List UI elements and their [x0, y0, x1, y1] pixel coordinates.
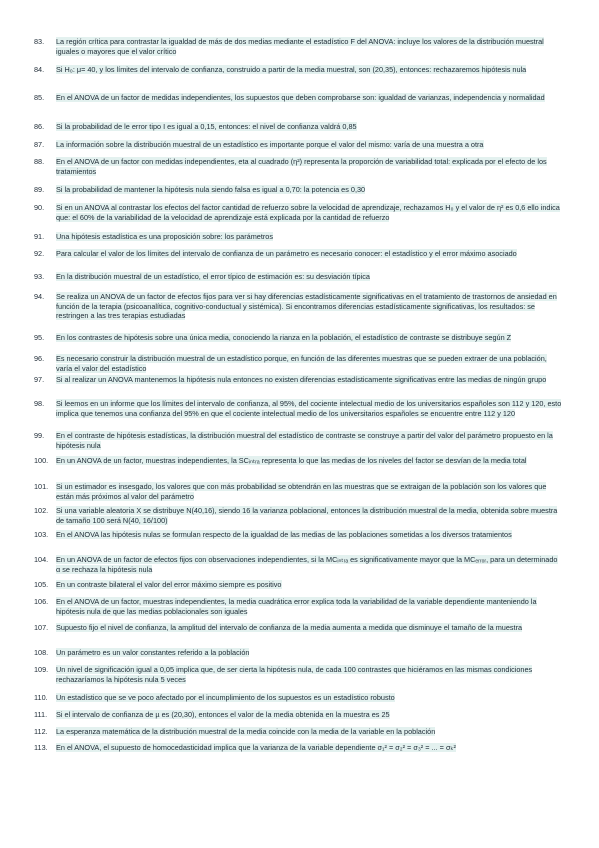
item-text-block: [56, 665, 562, 684]
item-text: La información sobre la distribución muestral de un estadístico es importante porque el valor del mismo: varía de una muestra a otra: [56, 140, 484, 149]
item-number: 87.: [34, 140, 45, 149]
item-text: En un ANOVA de un factor de efectos fijos con observaciones independientes, si la MCᵢₙₜᵣₐ es significativamente mayor que la MCₑᵣᵣₒᵣ, para un determinado α se rechaza la hipótesis nula: [56, 555, 558, 574]
item-number: 107.: [34, 623, 49, 632]
list-item: [34, 272, 562, 282]
item-text: Un parámetro es un valor constantes referido a la población: [56, 648, 250, 657]
item-text-block: [56, 65, 562, 75]
item-text-block: [56, 292, 562, 321]
item-number: 86.: [34, 122, 45, 131]
list-item: [34, 580, 562, 590]
item-text: Si la probabilidad de mantener la hipótesis nula siendo falsa es igual a 0,70: la potencia es 0,30: [56, 185, 366, 194]
list-item: [34, 232, 562, 242]
item-text: Para calcular el valor de los límites del intervalo de confianza de un parámetro es necesario conocer: el estadístico y el error máximo asociado: [56, 249, 517, 258]
list-item: [34, 185, 562, 195]
item-text-block: [56, 375, 562, 385]
list-item: [34, 333, 562, 343]
item-text-block: [56, 743, 562, 753]
item-number: 84.: [34, 65, 45, 74]
item-text-block: [56, 272, 562, 282]
item-number: 90.: [34, 203, 45, 212]
item-text: En el ANOVA las hipótesis nulas se formulan respecto de la igualdad de las medias de las poblaciones sometidas a los diversos tratamientos: [56, 530, 512, 539]
item-text: En los contrastes de hipótesis sobre una única media, conociendo la rianza en la población, el estadístico de contraste se distribuye según Z: [56, 333, 512, 342]
item-number: 94.: [34, 292, 45, 301]
item-text-block: [56, 185, 562, 195]
list-item: [34, 354, 562, 373]
item-text-block: [56, 399, 562, 418]
item-text-block: [56, 580, 562, 590]
list-item: [34, 93, 562, 103]
list-item: [34, 399, 562, 418]
item-text-block: [56, 431, 562, 450]
item-number: 101.: [34, 482, 49, 491]
item-text: Un estadístico que se ve poco afectado por el incumplimiento de los supuestos es un estadístico robusto: [56, 693, 395, 702]
list-item: [34, 249, 562, 259]
item-number: 113.: [34, 743, 48, 752]
list-item: [34, 122, 562, 132]
list-item: [34, 203, 562, 222]
item-text-block: [56, 530, 562, 540]
item-number: 95.: [34, 333, 45, 342]
item-text-block: [56, 623, 562, 633]
item-text: Un nivel de significación igual a 0,05 implica que, de ser cierta la hipótesis nula, de cada 100 contrastes que hiciéramos en las mismas condiciones rechazaríamos la hipótesis nula 5 veces: [56, 665, 533, 684]
item-number: 99.: [34, 431, 45, 440]
list-item: [34, 727, 562, 737]
item-text-block: [56, 648, 562, 658]
item-text: En el contraste de hipótesis estadísticas, la distribución muestral del estadístico de contraste se construye a partir del valor del parámetro propuesto en la hipótesis nula: [56, 431, 553, 450]
item-text-block: [56, 333, 562, 343]
item-number: 109.: [34, 665, 49, 674]
item-number: 111.: [34, 710, 48, 719]
item-text: Si una variable aleatoria X se distribuye N(40,16), siendo 16 la varianza poblacional, entonces la distribución muestral de la media, obtenida sobre muestra de tamaño 100 será N(40, 16/100): [56, 506, 558, 525]
item-number: 89.: [34, 185, 45, 194]
item-number: 93.: [34, 272, 45, 281]
item-number: 104.: [34, 555, 49, 564]
item-number: 108.: [34, 648, 49, 657]
item-text: La región crítica para contrastar la igualdad de más de dos medias mediante el estadístico F del ANOVA: incluye los valores de la distribución muestral iguales o mayores que el valor crítico: [56, 37, 544, 56]
item-text-block: [56, 157, 562, 176]
item-text: Una hipótesis estadística es una proposición sobre: los parámetros: [56, 232, 273, 241]
item-text: Si leemos en un informe que los límites del intervalo de confianza, al 95%, del cociente intelectual medio de los universitarios españoles son 112 y 120, esto implica que tenemos una confianza del 95% en que el cociente intelectual medio de los universitarios españoles se encuentre entre 112 y 120: [56, 399, 562, 418]
item-text-block: [56, 37, 562, 56]
item-text: Si un estimador es insesgado, los valores que con más probabilidad se obtendrán en las muestras que se extraigan de la población son los valores que están más próximos al valor del parámetro: [56, 482, 547, 501]
item-text: En el ANOVA, el supuesto de homocedasticidad implica que la varianza de la variable dependiente σ₁² = σ₂² = σ₃² = ... = σₖ²: [56, 743, 456, 752]
item-text: En el ANOVA de un factor de medidas independientes, los supuestos que deben comprobarse son: igualdad de varianzas, independencia y normalidad: [56, 93, 545, 102]
item-text: Es necesario construir la distribución muestral de un estadístico porque, en función de las diferentes muestras que se pueden extraer de una población, varía el valor del estadístico: [56, 354, 547, 373]
item-text-block: [56, 710, 562, 720]
item-number: 83.: [34, 37, 45, 46]
item-text-block: [56, 693, 562, 703]
item-number: 110.: [34, 693, 48, 702]
item-text-block: [56, 506, 562, 525]
list-item: [34, 693, 562, 703]
item-number: 102.: [34, 506, 49, 515]
item-number: 106.: [34, 597, 49, 606]
item-text-block: [56, 140, 562, 150]
list-item: [34, 456, 562, 466]
list-item: [34, 665, 562, 684]
item-number: 103.: [34, 530, 49, 539]
item-text: En un ANOVA de un factor, muestras independientes, la SCᵢₙₜᵣₐ representa lo que las medias de los niveles del factor se desvían de la media total: [56, 456, 527, 465]
item-text: En un contraste bilateral el valor del error máximo siempre es positivo: [56, 580, 282, 589]
item-number: 98.: [34, 399, 45, 408]
item-number: 91.: [34, 232, 45, 241]
item-text: En el ANOVA de un factor, muestras independientes, la media cuadrática error explica toda la variabilidad de la variable dependiente manteniendo la hipótesis nula de que las medias poblacionales son iguales: [56, 597, 537, 616]
item-number: 96.: [34, 354, 45, 363]
item-text: Si al realizar un ANOVA mantenemos la hipótesis nula entonces no existen diferencias estadísticamente significativas entre las medias de ningún grupo: [56, 375, 547, 384]
list-item: [34, 710, 562, 720]
item-text-block: [56, 597, 562, 616]
item-text-block: [56, 249, 562, 259]
item-text-block: [56, 232, 562, 242]
list-item: [34, 140, 562, 150]
list-item: [34, 648, 562, 658]
item-text: Si en un ANOVA al contrastar los efectos del factor cantidad de refuerzo sobre la velocidad de aprendizaje, rechazamos H₀ y el valor de η² es 0,6 ello indica que: el 60% de la variabilidad de la velocidad de aprendizaje está explicada por la cantidad de refuerzo: [56, 203, 560, 222]
list-item: [34, 292, 562, 321]
item-number: 92.: [34, 249, 45, 258]
list-item: [34, 65, 562, 75]
item-number: 97.: [34, 375, 45, 384]
item-text-block: [56, 122, 562, 132]
list-item: [34, 530, 562, 540]
list-item: [34, 482, 562, 501]
list-item: [34, 555, 562, 574]
item-text: Supuesto fijo el nivel de confianza, la amplitud del intervalo de confianza de la media aumenta a medida que disminuye el tamaño de la muestra: [56, 623, 523, 632]
item-number: 85.: [34, 93, 45, 102]
list-item: [34, 37, 562, 56]
item-text-block: [56, 93, 562, 103]
item-text: Se realiza un ANOVA de un factor de efectos fijos para ver si hay diferencias estadísticamente significativas en el tratamiento de trastornos de ansiedad en función de la terapia (psicoanalítica, cognitivo-conductual y sistémica). Si encontramos diferencias estadísticamente significativas, los resultados: se restringen a las tres terapias estudiadas: [56, 292, 557, 321]
item-text-block: [56, 482, 562, 501]
list-item: [34, 743, 562, 753]
item-text: La esperanza matemática de la distribución muestral de la media coincide con la media de la variable en la población: [56, 727, 436, 736]
list-item: [34, 157, 562, 176]
item-text: Si el intervalo de confianza de µ es (20,30), entonces el valor de la media obtenida en la muestra es 25: [56, 710, 390, 719]
item-text: En la distribución muestral de un estadístico, el error típico de estimación es: su desviación típica: [56, 272, 370, 281]
item-text: En el ANOVA de un factor con medidas independientes, eta al cuadrado (η²) representa la proporción de variabilidad total: explicada por el efecto de los tratamientos: [56, 157, 547, 176]
item-text-block: [56, 456, 562, 466]
item-number: 100.: [34, 456, 49, 465]
item-number: 112.: [34, 727, 48, 736]
list-item: [34, 506, 562, 525]
item-text-block: [56, 555, 562, 574]
list-item: [34, 375, 562, 385]
list-item: [34, 431, 562, 450]
list-item: [34, 623, 562, 633]
item-number: 105.: [34, 580, 49, 589]
item-number: 88.: [34, 157, 45, 166]
item-text: Si la probabilidad de le error tipo I es igual a 0,15, entonces: el nivel de confianza valdrá 0,85: [56, 122, 357, 131]
item-text-block: [56, 354, 562, 373]
item-text-block: [56, 727, 562, 737]
item-text: Si H₀: μ= 40, y los límites del intervalo de confianza, construido a partir de la media muestral, son (20,35), entonces: rechazaremos hipótesis nula: [56, 65, 527, 74]
list-item: [34, 597, 562, 616]
item-text-block: [56, 203, 562, 222]
